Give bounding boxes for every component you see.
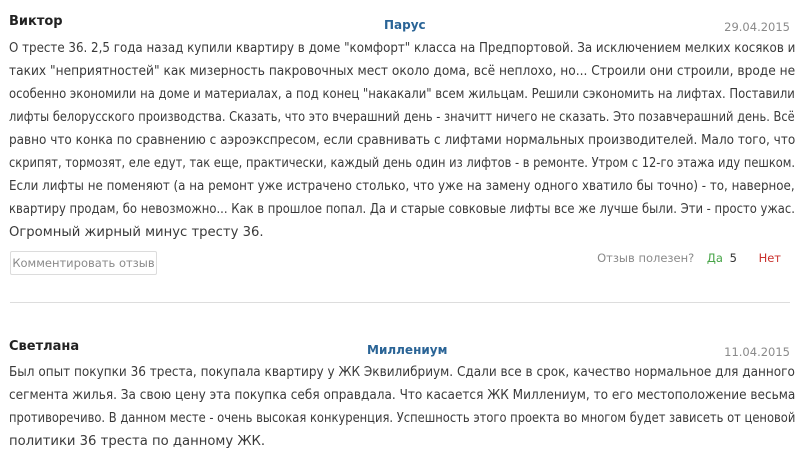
review-text-line: сегмента жилья. За свою цену эта покупка себя оправдала. Что касается ЖК Миллениум, то его местоположение весьма — [9, 388, 796, 403]
review-complex-link[interactable]: Миллениум — [367, 343, 448, 357]
review-text-line: Если лифты не поменяют (а на ремонт уже истрачено столько, что уже на замену одного хватило бы точно) - то, наверное, — [9, 179, 795, 194]
review-text — [9, 37, 795, 244]
review-text-line: особенно экономили на доме и материалах, а под конец "накакали" всем жильцам. Решили сэкономить на лифтах. Поставили — [9, 87, 795, 102]
review-complex-link[interactable]: Парус — [384, 18, 426, 32]
review-date: 11.04.2015 — [724, 345, 790, 359]
review-text-line: Огромный жирный минус тресту 36. — [9, 225, 264, 240]
yes-count: 5 — [729, 251, 737, 265]
review-date: 29.04.2015 — [724, 20, 790, 34]
review-card — [0, 303, 800, 454]
review-text-line: таких "неприятностей" как мизерность пакровочных мест около дома, всё неплохо, но... Строили они строили, вроде не — [9, 64, 796, 79]
vote-no-link[interactable]: Нет — [758, 251, 781, 265]
review-text-line: противоречиво. В данном месте - очень высокая конкуренция. Успешность этого проекта во многом будет зависеть от ценовой — [9, 411, 796, 426]
comment-review-button[interactable]: Комментировать отзыв — [10, 251, 157, 275]
review-text-line: Был опыт покупки 36 треста, покупала квартиру у ЖК Эквилибриум. Сдали все в срок, качество нормальное для данного — [9, 365, 795, 380]
review-text-line: равно что конка по сравнению с аэроэкспресом, если сравнивать с лифтами нормальных производителей. Мало того, что — [9, 133, 796, 148]
review-text-line: лифты белорусского производства. Сказать, что это вчерашний день - значитт ничего не сказать. Это позавчерашний день. Всё — [9, 110, 795, 125]
review-usefulness — [597, 251, 781, 265]
review-text — [9, 361, 795, 453]
vote-yes-link[interactable]: Да — [706, 251, 723, 265]
review-text-line: скрипят, тормозят, еле едут, так еще, практически, каждый день один из лифтов - в ремонте. Утром с 12-го этажа иду пешком. — [9, 156, 796, 171]
review-text-line: О тресте 36. 2,5 года назад купили квартиру в доме "комфорт" класса на Предпортовой. За исключением мелких косяков и — [9, 41, 796, 56]
review-text-line: политики 36 треста по данному ЖК. — [9, 434, 266, 449]
review-text-line: квартиру продам, бо невозможно... Как в прошлое попал. Да и старые совковые лифты все же лучше были. Эти - просто ужас. — [9, 202, 795, 217]
review-author: Светлана — [9, 339, 80, 354]
review-author: Виктор — [9, 14, 63, 29]
usefulness-question: Отзыв полезен? — [597, 251, 695, 265]
